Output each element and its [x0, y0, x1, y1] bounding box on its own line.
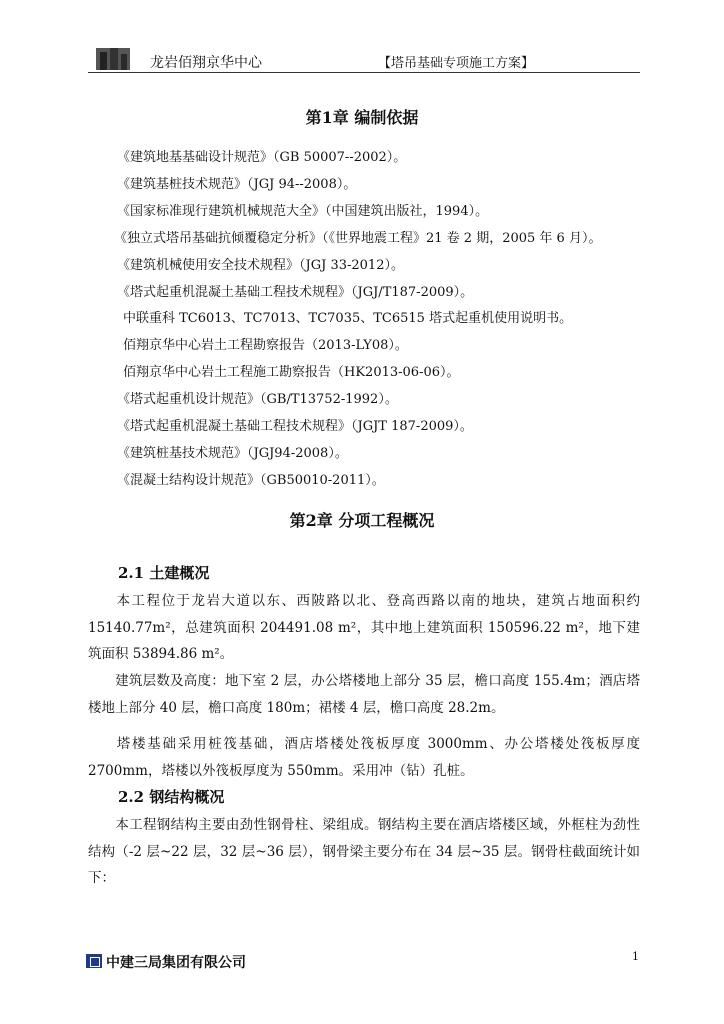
reference-item: 《建筑桩基技术规范》（JGJ94-2008）。 — [117, 446, 348, 461]
page-header — [88, 44, 640, 74]
reference-item: 《国家标准现行建筑机械规范大全》（中国建筑出版社，1994）。 — [117, 204, 489, 219]
page-number: 1 — [632, 950, 639, 963]
reference-item: 《建筑地基基础设计规范》（GB 50007--2002）。 — [117, 150, 407, 165]
header-document-title: 【塔吊基础专项施工方案】 — [378, 56, 535, 71]
reference-item: 佰翔京华中心岩土工程勘察报告（2013-LY08）。 — [123, 338, 408, 353]
paragraph-text: 本工程钢结构主要由劲性钢骨柱、梁组成。钢结构主要在酒店塔楼区域，外框柱为劲性结构（-2 层~22 层，32 层~36 层），钢骨梁主要分布在 34 层~35 层。钢骨柱截面统计如下： — [88, 817, 640, 886]
paragraph-text: 本工程位于龙岩大道以东、西陂路以北、登高西路以南的地块，建筑占地面积约15140.77m²，总建筑面积 204491.08 m²，其中地上建筑面积 150596.22 m²，地下建筑面积 53894.86 m²。 — [88, 593, 640, 662]
chapter-2-title: 第2章 分项工程概况 — [289, 511, 435, 530]
section-2-2-paragraph-1 — [88, 812, 640, 892]
reference-item: 佰翔京华中心岩土工程施工勘察报告（HK2013-06-06）。 — [123, 365, 460, 380]
header-project-name: 龙岩佰翔京华中心 — [150, 55, 262, 71]
section-2-1-paragraph-1 — [88, 588, 640, 668]
reference-item: 《塔式起重机混凝土基础工程技术规程》（JGJ/T187-2009）。 — [117, 285, 474, 300]
building-logo-icon — [96, 48, 130, 70]
reference-item: 《建筑机械使用安全技术规程》（JGJ 33-2012）。 — [117, 258, 404, 273]
company-logo-icon — [86, 954, 102, 968]
section-2-2-title: 2.2 钢结构概况 — [118, 788, 225, 806]
section-2-1-paragraph-3 — [88, 731, 640, 784]
reference-item: 《独立式塔吊基础抗倾覆稳定分析》（《世界地震工程》21 卷 2 期，2005 年 6 月）。 — [114, 231, 602, 246]
reference-item: 中联重科 TC6013、TC7013、TC7035、TC6515 塔式起重机使用说明书。 — [123, 311, 573, 326]
reference-item: 《塔式起重机混凝土基础工程技术规程》（JGJT 187-2009）。 — [117, 419, 473, 434]
section-2-1-paragraph-2 — [88, 668, 640, 721]
footer-company-name: 中建三局集团有限公司 — [106, 955, 246, 971]
paragraph-text: 建筑层数及高度：地下室 2 层，办公塔楼地上部分 35 层，檐口高度 155.4m；酒店塔楼地上部分 40 层，檐口高度 180m；裙楼 4 层，檐口高度 28.2m。 — [88, 673, 640, 716]
reference-item: 《混凝土结构设计规范》（GB50010-2011）。 — [117, 473, 385, 488]
chapter-1-title: 第1章 编制依据 — [305, 108, 419, 127]
reference-item: 《塔式起重机设计规范》（GB/T13752-1992）。 — [117, 392, 398, 407]
paragraph-text: 塔楼基础采用桩筏基础，酒店塔楼处筏板厚度 3000mm、办公塔楼处筏板厚度2700mm，塔楼以外筏板厚度为 550mm。采用冲（钻）孔桩。 — [88, 736, 640, 779]
header-divider — [88, 72, 640, 73]
section-2-1-title: 2.1 土建概况 — [118, 564, 210, 582]
reference-item: 《建筑基桩技术规范》（JGJ 94--2008）。 — [117, 177, 357, 192]
